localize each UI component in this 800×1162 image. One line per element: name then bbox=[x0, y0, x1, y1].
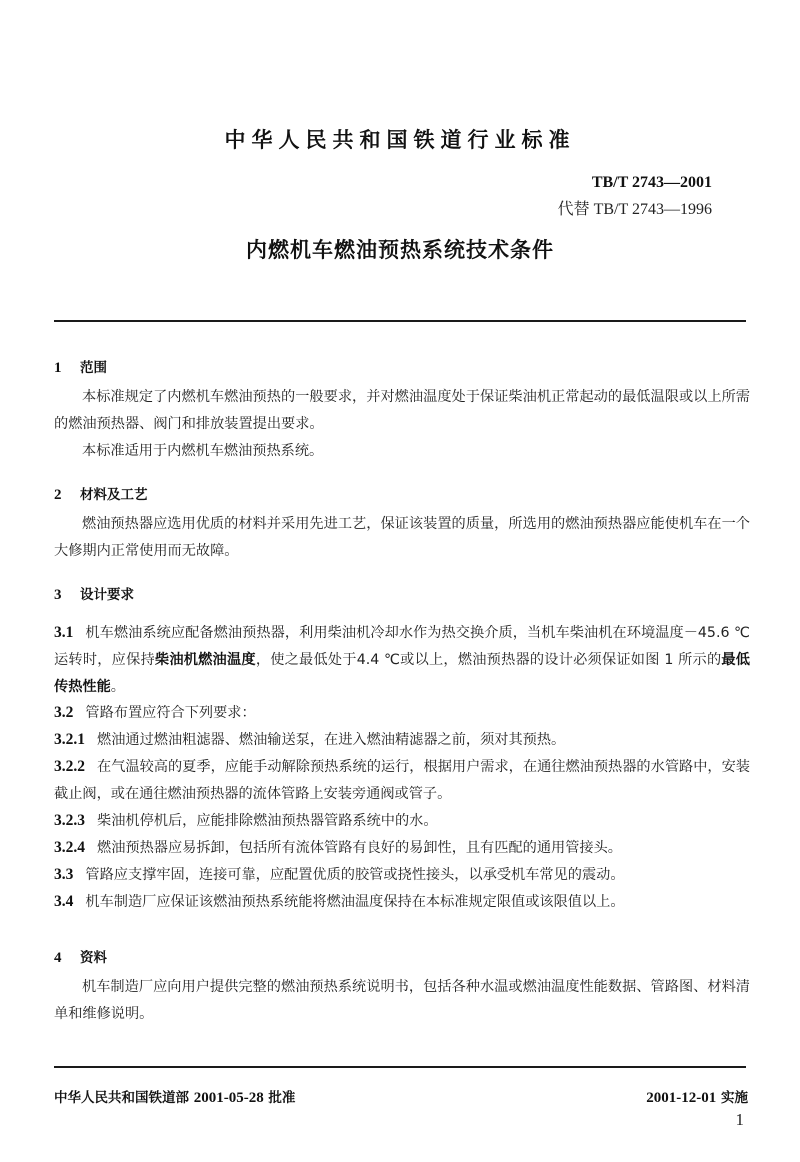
section-number: 4 bbox=[54, 950, 62, 966]
clause-text: 燃油通过燃油粗滤器、燃油输送泵，在进入燃油精滤器之前，须对其预热。 bbox=[97, 732, 566, 748]
section-heading-4 bbox=[54, 946, 107, 967]
header-divider bbox=[54, 320, 746, 322]
clause-number: 3.2.3 bbox=[54, 812, 85, 829]
approval-line bbox=[54, 1086, 295, 1107]
effective-date: 2001-12-01 bbox=[646, 1090, 717, 1106]
effective-label: 实施 bbox=[721, 1090, 748, 1106]
clause-text: 在气温较高的夏季，应能手动解除预热系统的运行，根据用户需求，在通往燃油预热器的水管路中，安装截止阀，或在通往燃油预热器的流体管路上安装旁通阀或管子。 bbox=[54, 759, 750, 802]
clause-text: 管路应支撑牢固，连接可靠，应配置优质的胶管或挠性接头，以承受机车常见的震动。 bbox=[85, 867, 625, 883]
section-heading-1 bbox=[54, 356, 107, 377]
section-title: 范围 bbox=[80, 360, 107, 376]
section-number: 2 bbox=[54, 487, 62, 503]
clause-emphasis: 柴油机燃油温度 bbox=[154, 652, 256, 668]
clause-emphasis: 最低传热性能 bbox=[54, 652, 750, 695]
clause-3-2-3 bbox=[54, 807, 750, 835]
clause-text: 机车制造厂应保证该燃油预热系统能将燃油温度保持在本标准规定限值或该限值以上。 bbox=[85, 894, 625, 910]
approval-label: 批准 bbox=[268, 1090, 296, 1106]
clause-text: 。 bbox=[110, 679, 125, 695]
clause-text: ，使之最低处于4.4 ℃或以上，燃油预热器的设计必须保证如图 1 所示的 bbox=[255, 652, 722, 668]
section-heading-3 bbox=[54, 583, 134, 604]
section-number: 1 bbox=[54, 360, 62, 376]
clause-3-2-2 bbox=[54, 753, 750, 808]
clause-3-3 bbox=[54, 861, 750, 889]
section-4-paragraph-1: 机车制造厂应向用户提供完整的燃油预热系统说明书，包括各种水温或燃油温度性能数据、管路图、材料清单和维修说明。 bbox=[54, 979, 750, 1022]
effective-line bbox=[646, 1086, 748, 1107]
replaces-standard: 代替 TB/T 2743—1996 bbox=[557, 201, 712, 218]
clause-number: 3.3 bbox=[54, 866, 74, 883]
clause-number: 3.2 bbox=[54, 704, 74, 721]
section-number: 3 bbox=[54, 587, 62, 603]
clause-text: 柴油机停机后，应能排除燃油预热器管路系统中的水。 bbox=[97, 813, 438, 829]
page-number: 1 bbox=[735, 1110, 744, 1129]
section-1-paragraph-1: 本标准规定了内燃机车燃油预热的一般要求，并对燃油温度处于保证柴油机正常起动的最低温限或以上所需的燃油预热器、阀门和排放装置提出要求。 bbox=[54, 389, 750, 432]
standard-code: TB/T 2743—2001 bbox=[591, 174, 712, 191]
clause-number: 3.2.1 bbox=[54, 731, 85, 748]
section-heading-2 bbox=[54, 483, 148, 504]
section-1-paragraph-2: 本标准适用于内燃机车燃油预热系统。 bbox=[82, 443, 324, 459]
clause-number: 3.2.2 bbox=[54, 758, 85, 775]
issuing-body-title: 中华人民共和国铁道行业标准 bbox=[224, 128, 576, 152]
clause-3-1 bbox=[54, 619, 750, 701]
approving-body: 中华人民共和国铁道部 bbox=[54, 1090, 189, 1106]
clause-text: 机车燃油系统应配备燃油预热器，利用柴油机冷却水作为热交换介质，当机车柴油机在环境温度－45.6 ℃运转时，应保持 bbox=[54, 625, 750, 668]
clause-3-2 bbox=[54, 699, 750, 727]
clause-3-4 bbox=[54, 888, 750, 916]
section-title: 设计要求 bbox=[80, 587, 134, 603]
footer-divider bbox=[54, 1066, 746, 1068]
clause-number: 3.4 bbox=[54, 893, 74, 910]
section-title: 材料及工艺 bbox=[80, 487, 148, 503]
clause-3-2-1 bbox=[54, 726, 750, 754]
section-2-paragraph-1: 燃油预热器应选用优质的材料并采用先进工艺，保证该装置的质量，所选用的燃油预热器应能使机车在一个大修期内正常使用而无故障。 bbox=[54, 516, 750, 559]
clause-number: 3.1 bbox=[54, 624, 74, 641]
clause-text: 燃油预热器应易拆卸，包括所有流体管路有良好的易卸性，且有匹配的通用管接头。 bbox=[97, 840, 622, 856]
clause-3-2-4 bbox=[54, 834, 750, 862]
clause-number: 3.2.4 bbox=[54, 839, 85, 856]
section-title: 资料 bbox=[80, 950, 107, 966]
approval-date: 2001-05-28 bbox=[193, 1090, 264, 1106]
clause-text: 管路布置应符合下列要求： bbox=[85, 705, 256, 721]
document-title: 内燃机车燃油预热系统技术条件 bbox=[246, 238, 554, 262]
